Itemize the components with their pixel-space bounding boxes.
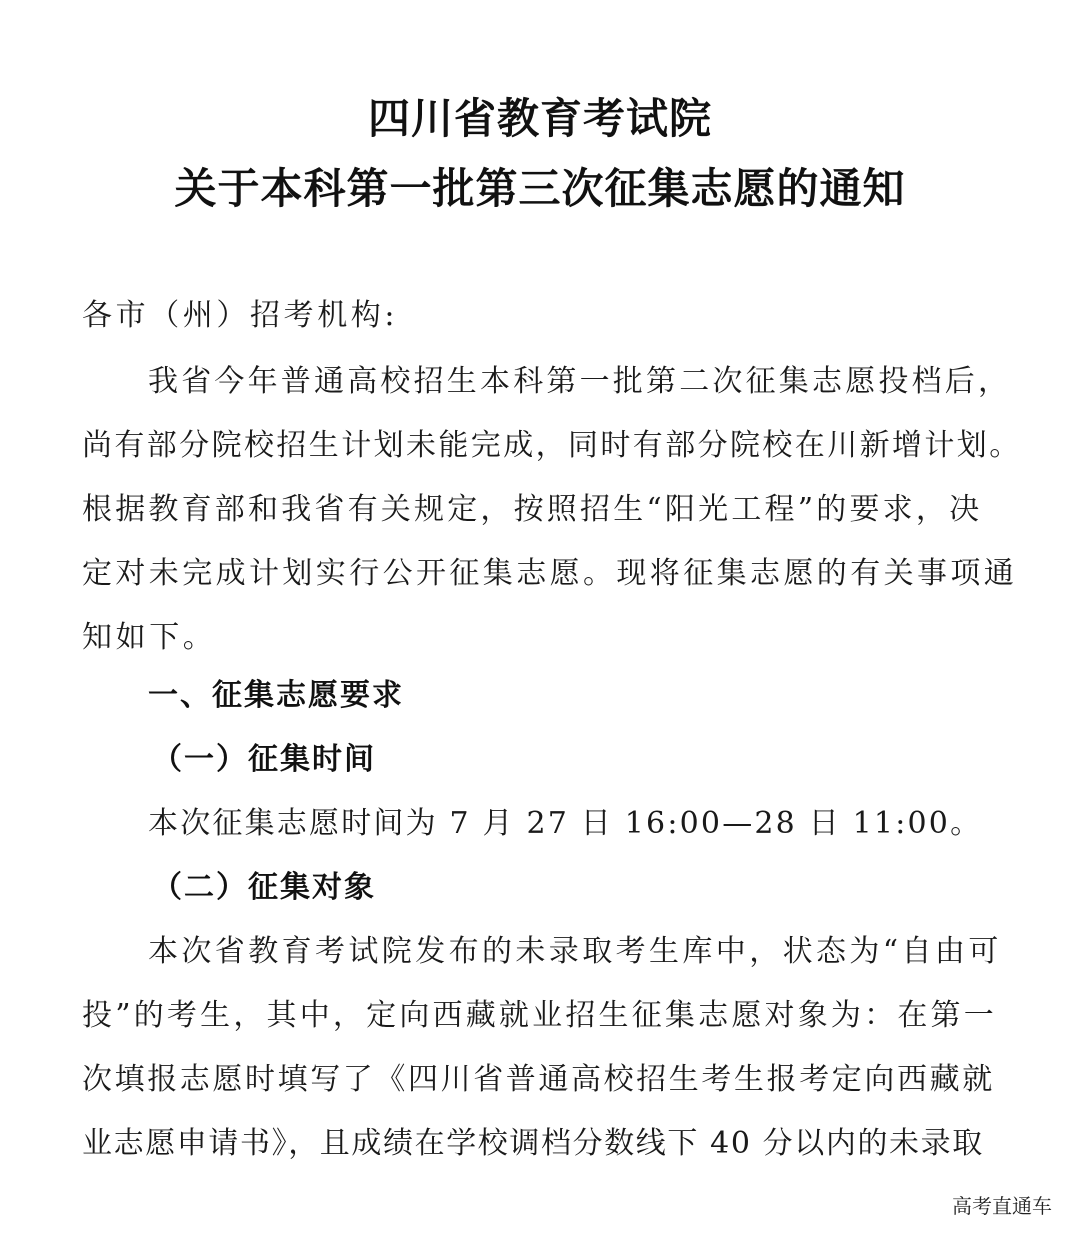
subsection-2-heading: （二）征集对象 [152, 870, 376, 905]
title-line-1: 四川省教育考试院 [367, 94, 712, 143]
subsection-1-text: 本次征集志愿时间为 7 月 27 日 16:00—28 日 11:00。 [148, 806, 983, 841]
paragraph-2-line: 次填报志愿时填写了《四川省普通高校招生考生报考定向西藏就 [82, 1062, 995, 1097]
paragraph-1-line: 尚有部分院校招生计划未能完成，同时有部分院校在川新增计划。 [82, 428, 1022, 463]
paragraph-1-line: 根据教育部和我省有关规定，按照招生“阳光工程”的要求，决 [82, 492, 983, 527]
source-watermark: 高考直通车 [952, 1194, 1052, 1218]
subsection-1-heading: （一）征集时间 [152, 742, 376, 777]
paragraph-2-line: 本次省教育考试院发布的未录取考生库中，状态为“自由可 [148, 934, 1002, 969]
paragraph-2-line: 业志愿申请书》，且成绩在学校调档分数线下 40 分以内的未录取 [82, 1126, 984, 1161]
paragraph-2-line: 投”的考生，其中，定向西藏就业招生征集志愿对象为：在第一 [82, 998, 997, 1033]
title-line-2: 关于本科第一批第三次征集志愿的通知 [174, 164, 906, 213]
section-1-heading: 一、征集志愿要求 [148, 678, 404, 713]
paragraph-1-line: 定对未完成计划实行公开征集志愿。现将征集志愿的有关事项通 [82, 556, 1018, 591]
salutation: 各市（州）招考机构: [82, 298, 399, 333]
paragraph-1-line: 我省今年普通高校招生本科第一批第二次征集志愿投档后， [148, 364, 1012, 399]
paragraph-1-line: 知如下。 [82, 620, 217, 655]
